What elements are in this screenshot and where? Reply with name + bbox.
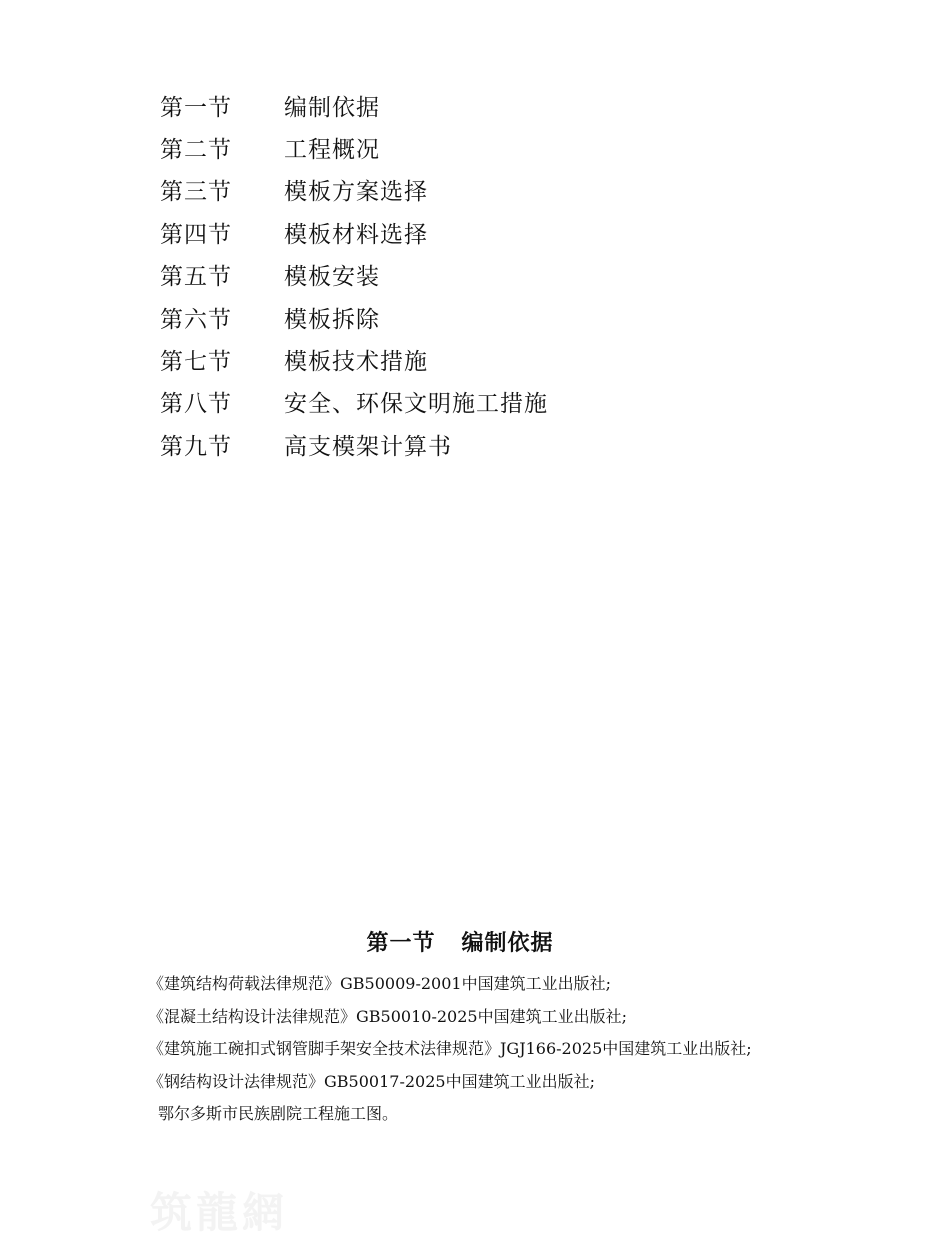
toc-item[interactable] [160, 423, 800, 465]
toc-item-number: 第五节 [160, 264, 232, 291]
toc-item[interactable] [160, 126, 800, 168]
toc-item-number: 第七节 [160, 349, 232, 376]
toc-item-number: 第三节 [160, 179, 232, 206]
section-heading [0, 926, 920, 957]
toc-item-title: 模板材料选择 [284, 221, 428, 248]
toc-item-number: 第九节 [160, 433, 232, 460]
toc-item[interactable] [160, 296, 800, 338]
reference-item: 《建筑结构荷载法律规范》GB50009-2001中国建筑工业出版社; [148, 974, 611, 993]
toc-item-title: 模板技术措施 [284, 349, 428, 376]
toc-item[interactable] [160, 84, 800, 126]
toc-item-number: 第二节 [160, 137, 232, 164]
toc-item[interactable] [160, 254, 800, 296]
section-number: 第一节 [366, 931, 436, 956]
section-title: 编制依据 [461, 931, 554, 956]
toc-item-number: 第一节 [160, 94, 232, 121]
toc-item-number: 第八节 [160, 391, 232, 418]
table-of-contents [160, 84, 800, 466]
toc-item-title: 工程概况 [284, 137, 380, 164]
toc-item-title: 模板方案选择 [284, 179, 428, 206]
reference-list [148, 968, 928, 1131]
toc-item-number: 第六节 [160, 306, 232, 333]
toc-item-title: 编制依据 [284, 94, 380, 121]
reference-item: 鄂尔多斯市民族剧院工程施工图。 [158, 1104, 399, 1123]
toc-item-title: 模板拆除 [284, 306, 380, 333]
reference-item: 《钢结构设计法律规范》GB50017-2025中国建筑工业出版社; [148, 1071, 595, 1091]
toc-item[interactable] [160, 169, 800, 211]
toc-item-title: 高支模架计算书 [284, 433, 452, 460]
toc-item[interactable] [160, 338, 800, 380]
toc-item-title: 模板安装 [284, 264, 380, 291]
toc-item-title: 安全、环保文明施工措施 [284, 391, 548, 418]
toc-item[interactable] [160, 381, 800, 423]
reference-item: 《混凝土结构设计法律规范》GB50010-2025中国建筑工业出版社; [148, 1006, 627, 1026]
toc-item[interactable] [160, 211, 800, 253]
watermark-logo: 筑龍網 [150, 1188, 289, 1237]
toc-item-number: 第四节 [160, 221, 232, 248]
reference-item: 《建筑施工碗扣式钢管脚手架安全技术法律规范》JGJ166-2025中国建筑工业出版社; [148, 1039, 752, 1058]
